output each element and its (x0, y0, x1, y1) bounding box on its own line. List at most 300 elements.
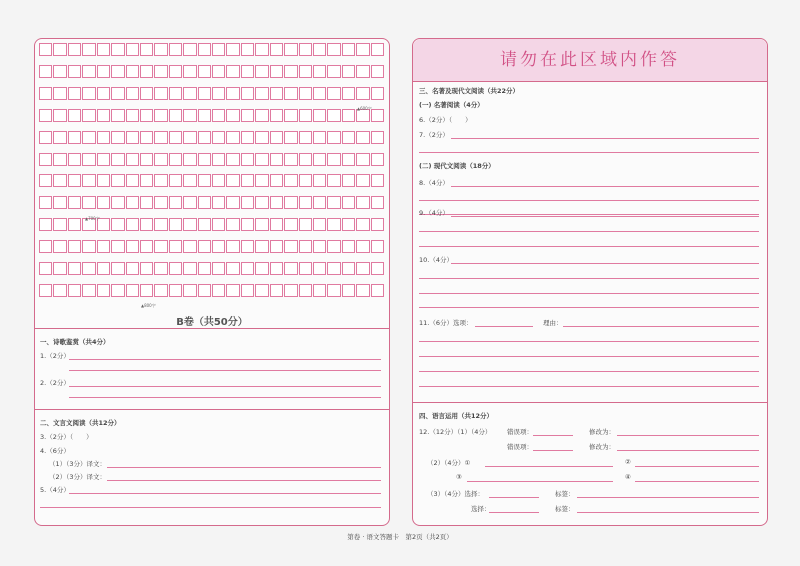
answer-line[interactable] (451, 263, 759, 264)
grid-cell[interactable] (313, 284, 326, 297)
grid-cell[interactable] (126, 218, 139, 231)
grid-cell[interactable] (198, 196, 211, 209)
grid-cell[interactable] (241, 240, 254, 253)
grid-cell[interactable] (154, 196, 167, 209)
grid-cell[interactable] (327, 174, 340, 187)
grid-cell[interactable] (183, 196, 196, 209)
answer-line[interactable] (635, 481, 759, 482)
grid-cell[interactable] (169, 174, 182, 187)
grid-cell[interactable] (53, 284, 66, 297)
grid-cell[interactable] (97, 284, 110, 297)
grid-cell[interactable] (342, 262, 355, 275)
grid-cell[interactable] (140, 87, 153, 100)
grid-cell[interactable] (154, 218, 167, 231)
grid-cell[interactable] (97, 196, 110, 209)
grid-cell[interactable] (284, 196, 297, 209)
answer-line[interactable] (107, 467, 381, 468)
answer-line[interactable] (451, 186, 759, 187)
grid-cell[interactable] (68, 153, 81, 166)
grid-cell[interactable] (154, 65, 167, 78)
grid-cell[interactable] (299, 65, 312, 78)
answer-line[interactable] (533, 435, 573, 436)
grid-cell[interactable] (327, 131, 340, 144)
answer-line[interactable] (69, 493, 381, 494)
answer-line[interactable] (617, 450, 759, 451)
grid-cell[interactable] (342, 131, 355, 144)
grid-cell[interactable] (53, 43, 66, 56)
grid-cell[interactable] (39, 196, 52, 209)
grid-cell[interactable] (212, 284, 225, 297)
grid-cell[interactable] (284, 240, 297, 253)
grid-cell[interactable] (53, 131, 66, 144)
grid-cell[interactable] (342, 87, 355, 100)
grid-cell[interactable] (241, 87, 254, 100)
grid-cell[interactable] (97, 240, 110, 253)
grid-cell[interactable] (226, 43, 239, 56)
grid-cell[interactable] (126, 153, 139, 166)
grid-cell[interactable] (68, 196, 81, 209)
grid-cell[interactable] (53, 153, 66, 166)
grid-cell[interactable] (154, 153, 167, 166)
grid-cell[interactable] (313, 109, 326, 122)
grid-cell[interactable] (39, 87, 52, 100)
grid-cell[interactable] (299, 87, 312, 100)
grid-cell[interactable] (140, 131, 153, 144)
grid-cell[interactable] (111, 262, 124, 275)
grid-cell[interactable] (356, 240, 369, 253)
grid-cell[interactable] (140, 240, 153, 253)
grid-cell[interactable] (39, 43, 52, 56)
grid-cell[interactable] (313, 131, 326, 144)
grid-cell[interactable] (212, 240, 225, 253)
grid-cell[interactable] (313, 196, 326, 209)
answer-line[interactable] (489, 512, 539, 513)
grid-cell[interactable] (140, 43, 153, 56)
grid-cell[interactable] (270, 153, 283, 166)
grid-cell[interactable] (198, 284, 211, 297)
grid-cell[interactable] (270, 218, 283, 231)
grid-cell[interactable] (241, 109, 254, 122)
grid-cell[interactable] (270, 196, 283, 209)
grid-cell[interactable] (183, 153, 196, 166)
grid-cell[interactable] (327, 43, 340, 56)
grid-cell[interactable] (111, 87, 124, 100)
grid-cell[interactable] (126, 131, 139, 144)
grid-cell[interactable] (82, 284, 95, 297)
grid-cell[interactable] (313, 174, 326, 187)
grid-cell[interactable] (327, 153, 340, 166)
grid-cell[interactable] (226, 196, 239, 209)
grid-cell[interactable] (241, 174, 254, 187)
grid-cell[interactable] (212, 174, 225, 187)
grid-cell[interactable] (169, 109, 182, 122)
answer-line[interactable] (577, 512, 759, 513)
grid-cell[interactable] (68, 174, 81, 187)
grid-cell[interactable] (53, 196, 66, 209)
answer-line[interactable] (419, 371, 759, 372)
grid-cell[interactable] (126, 87, 139, 100)
grid-cell[interactable] (212, 131, 225, 144)
answer-line[interactable] (419, 341, 759, 342)
grid-cell[interactable] (270, 109, 283, 122)
grid-cell[interactable] (371, 65, 384, 78)
grid-cell[interactable] (270, 284, 283, 297)
grid-cell[interactable] (68, 218, 81, 231)
grid-cell[interactable] (299, 240, 312, 253)
grid-cell[interactable] (169, 131, 182, 144)
grid-cell[interactable] (183, 284, 196, 297)
grid-cell[interactable] (183, 240, 196, 253)
grid-cell[interactable] (39, 174, 52, 187)
grid-cell[interactable] (212, 65, 225, 78)
grid-cell[interactable] (356, 87, 369, 100)
grid-cell[interactable] (284, 284, 297, 297)
grid-cell[interactable] (241, 131, 254, 144)
grid-cell[interactable] (111, 196, 124, 209)
answer-line[interactable] (107, 480, 381, 481)
grid-cell[interactable] (212, 153, 225, 166)
grid-cell[interactable] (198, 240, 211, 253)
answer-line[interactable] (563, 326, 759, 327)
grid-cell[interactable] (226, 218, 239, 231)
grid-cell[interactable] (154, 174, 167, 187)
answer-line[interactable] (635, 466, 759, 467)
answer-line[interactable] (533, 450, 573, 451)
grid-cell[interactable] (255, 65, 268, 78)
grid-cell[interactable] (299, 43, 312, 56)
grid-cell[interactable] (356, 43, 369, 56)
grid-cell[interactable] (270, 262, 283, 275)
grid-cell[interactable] (39, 284, 52, 297)
grid-cell[interactable] (255, 174, 268, 187)
grid-cell[interactable] (327, 284, 340, 297)
grid-cell[interactable] (226, 87, 239, 100)
grid-cell[interactable] (183, 131, 196, 144)
grid-cell[interactable] (68, 43, 81, 56)
answer-line[interactable] (69, 370, 381, 371)
grid-cell[interactable] (241, 65, 254, 78)
grid-cell[interactable] (255, 240, 268, 253)
grid-cell[interactable] (342, 65, 355, 78)
grid-cell[interactable] (241, 43, 254, 56)
answer-line[interactable] (419, 356, 759, 357)
grid-cell[interactable] (226, 131, 239, 144)
grid-cell[interactable] (111, 174, 124, 187)
grid-cell[interactable] (356, 153, 369, 166)
answer-line[interactable] (451, 138, 759, 139)
grid-cell[interactable] (313, 153, 326, 166)
grid-cell[interactable] (284, 218, 297, 231)
grid-cell[interactable] (97, 65, 110, 78)
grid-cell[interactable] (140, 109, 153, 122)
answer-line[interactable] (419, 152, 759, 153)
grid-cell[interactable] (68, 240, 81, 253)
grid-cell[interactable] (241, 284, 254, 297)
grid-cell[interactable] (327, 65, 340, 78)
grid-cell[interactable] (140, 174, 153, 187)
grid-cell[interactable] (270, 174, 283, 187)
grid-cell[interactable] (270, 131, 283, 144)
answer-line[interactable] (419, 307, 759, 308)
grid-cell[interactable] (212, 87, 225, 100)
grid-cell[interactable] (126, 174, 139, 187)
grid-cell[interactable] (327, 109, 340, 122)
grid-cell[interactable] (284, 43, 297, 56)
grid-cell[interactable] (371, 43, 384, 56)
grid-cell[interactable] (212, 262, 225, 275)
grid-cell[interactable] (154, 240, 167, 253)
grid-cell[interactable] (212, 196, 225, 209)
answer-line[interactable] (419, 246, 759, 247)
grid-cell[interactable] (313, 43, 326, 56)
answer-line[interactable] (69, 359, 381, 360)
grid-cell[interactable] (82, 87, 95, 100)
grid-cell[interactable] (255, 262, 268, 275)
grid-cell[interactable] (198, 218, 211, 231)
grid-cell[interactable] (169, 218, 182, 231)
grid-cell[interactable] (68, 65, 81, 78)
grid-cell[interactable] (53, 262, 66, 275)
grid-cell[interactable] (226, 240, 239, 253)
grid-cell[interactable] (126, 43, 139, 56)
grid-cell[interactable] (342, 43, 355, 56)
grid-cell[interactable] (169, 262, 182, 275)
grid-cell[interactable] (241, 196, 254, 209)
answer-line[interactable] (419, 200, 759, 201)
grid-cell[interactable] (140, 262, 153, 275)
grid-cell[interactable] (255, 153, 268, 166)
grid-cell[interactable] (126, 196, 139, 209)
grid-cell[interactable] (140, 153, 153, 166)
grid-cell[interactable] (53, 240, 66, 253)
grid-cell[interactable] (68, 131, 81, 144)
grid-cell[interactable] (371, 174, 384, 187)
grid-cell[interactable] (299, 284, 312, 297)
grid-cell[interactable] (183, 262, 196, 275)
grid-cell[interactable] (97, 153, 110, 166)
grid-cell[interactable] (169, 240, 182, 253)
answer-line[interactable] (419, 214, 759, 215)
grid-cell[interactable] (68, 284, 81, 297)
grid-cell[interactable] (82, 153, 95, 166)
grid-cell[interactable] (39, 109, 52, 122)
answer-line[interactable] (451, 216, 759, 217)
grid-cell[interactable] (356, 196, 369, 209)
grid-cell[interactable] (140, 284, 153, 297)
grid-cell[interactable] (356, 65, 369, 78)
grid-cell[interactable] (371, 109, 384, 122)
grid-cell[interactable] (97, 43, 110, 56)
grid-cell[interactable] (82, 109, 95, 122)
grid-cell[interactable] (299, 131, 312, 144)
grid-cell[interactable] (68, 87, 81, 100)
grid-cell[interactable] (39, 131, 52, 144)
grid-cell[interactable] (53, 65, 66, 78)
answer-line[interactable] (419, 231, 759, 232)
grid-cell[interactable] (198, 131, 211, 144)
answer-line[interactable] (419, 278, 759, 279)
answer-line[interactable] (617, 435, 759, 436)
grid-cell[interactable] (226, 284, 239, 297)
grid-cell[interactable] (183, 109, 196, 122)
grid-cell[interactable] (39, 153, 52, 166)
grid-cell[interactable] (39, 240, 52, 253)
grid-cell[interactable] (111, 284, 124, 297)
grid-cell[interactable] (82, 196, 95, 209)
grid-cell[interactable] (97, 131, 110, 144)
grid-cell[interactable] (111, 240, 124, 253)
grid-cell[interactable] (68, 109, 81, 122)
grid-cell[interactable] (111, 65, 124, 78)
grid-cell[interactable] (198, 174, 211, 187)
grid-cell[interactable] (255, 196, 268, 209)
grid-cell[interactable] (284, 65, 297, 78)
grid-cell[interactable] (111, 43, 124, 56)
grid-cell[interactable] (284, 87, 297, 100)
grid-cell[interactable] (53, 109, 66, 122)
grid-cell[interactable] (313, 240, 326, 253)
grid-cell[interactable] (82, 240, 95, 253)
grid-cell[interactable] (342, 284, 355, 297)
grid-cell[interactable] (183, 174, 196, 187)
grid-cell[interactable] (313, 87, 326, 100)
grid-cell[interactable] (97, 87, 110, 100)
grid-cell[interactable] (226, 109, 239, 122)
grid-cell[interactable] (183, 87, 196, 100)
grid-cell[interactable] (140, 65, 153, 78)
grid-cell[interactable] (270, 240, 283, 253)
grid-cell[interactable] (68, 262, 81, 275)
grid-cell[interactable] (154, 87, 167, 100)
grid-cell[interactable] (371, 240, 384, 253)
grid-cell[interactable] (342, 218, 355, 231)
grid-cell[interactable] (299, 196, 312, 209)
grid-cell[interactable] (126, 240, 139, 253)
grid-cell[interactable] (284, 174, 297, 187)
answer-line[interactable] (69, 386, 381, 387)
grid-cell[interactable] (97, 262, 110, 275)
grid-cell[interactable] (371, 284, 384, 297)
grid-cell[interactable] (212, 43, 225, 56)
grid-cell[interactable] (327, 196, 340, 209)
answer-line[interactable] (40, 507, 381, 508)
grid-cell[interactable] (53, 174, 66, 187)
grid-cell[interactable] (154, 109, 167, 122)
grid-cell[interactable] (371, 218, 384, 231)
grid-cell[interactable] (226, 262, 239, 275)
grid-cell[interactable] (299, 218, 312, 231)
grid-cell[interactable] (299, 262, 312, 275)
grid-cell[interactable] (82, 262, 95, 275)
grid-cell[interactable] (371, 196, 384, 209)
grid-cell[interactable] (241, 153, 254, 166)
grid-cell[interactable] (356, 284, 369, 297)
grid-cell[interactable] (169, 284, 182, 297)
grid-cell[interactable] (270, 43, 283, 56)
grid-cell[interactable] (39, 218, 52, 231)
grid-cell[interactable] (126, 284, 139, 297)
grid-cell[interactable] (313, 65, 326, 78)
grid-cell[interactable] (284, 262, 297, 275)
grid-cell[interactable] (255, 131, 268, 144)
answer-line[interactable] (485, 466, 613, 467)
answer-line[interactable] (489, 497, 539, 498)
grid-cell[interactable] (284, 109, 297, 122)
grid-cell[interactable] (371, 87, 384, 100)
choice-line[interactable] (475, 326, 533, 327)
grid-cell[interactable] (198, 262, 211, 275)
answer-line[interactable] (577, 497, 759, 498)
grid-cell[interactable] (371, 131, 384, 144)
grid-cell[interactable] (82, 131, 95, 144)
grid-cell[interactable] (140, 196, 153, 209)
grid-cell[interactable] (255, 43, 268, 56)
grid-cell[interactable] (212, 109, 225, 122)
grid-cell[interactable] (270, 65, 283, 78)
grid-cell[interactable] (169, 196, 182, 209)
grid-cell[interactable] (53, 87, 66, 100)
grid-cell[interactable] (356, 131, 369, 144)
grid-cell[interactable] (255, 218, 268, 231)
grid-cell[interactable] (82, 43, 95, 56)
grid-cell[interactable] (371, 262, 384, 275)
grid-cell[interactable] (241, 262, 254, 275)
grid-cell[interactable] (154, 131, 167, 144)
grid-cell[interactable] (53, 218, 66, 231)
grid-cell[interactable] (169, 153, 182, 166)
grid-cell[interactable] (183, 43, 196, 56)
grid-cell[interactable] (39, 65, 52, 78)
grid-cell[interactable] (356, 174, 369, 187)
grid-cell[interactable] (255, 87, 268, 100)
answer-line[interactable] (69, 397, 381, 398)
grid-cell[interactable] (111, 218, 124, 231)
grid-cell[interactable] (154, 262, 167, 275)
grid-cell[interactable] (313, 218, 326, 231)
grid-cell[interactable] (39, 262, 52, 275)
grid-cell[interactable] (111, 153, 124, 166)
grid-cell[interactable] (327, 87, 340, 100)
grid-cell[interactable] (198, 153, 211, 166)
grid-cell[interactable] (327, 218, 340, 231)
grid-cell[interactable] (299, 109, 312, 122)
grid-cell[interactable] (198, 87, 211, 100)
grid-cell[interactable] (183, 65, 196, 78)
grid-cell[interactable] (154, 284, 167, 297)
answer-line[interactable] (467, 481, 613, 482)
grid-cell[interactable] (97, 174, 110, 187)
grid-cell[interactable] (198, 109, 211, 122)
grid-cell[interactable] (198, 65, 211, 78)
grid-cell[interactable] (241, 218, 254, 231)
grid-cell[interactable] (226, 65, 239, 78)
grid-cell[interactable] (371, 153, 384, 166)
answer-line[interactable] (419, 386, 759, 387)
grid-cell[interactable] (284, 153, 297, 166)
composition-grid[interactable] (39, 43, 385, 305)
grid-cell[interactable] (356, 262, 369, 275)
grid-cell[interactable] (313, 262, 326, 275)
grid-cell[interactable] (342, 174, 355, 187)
grid-cell[interactable] (169, 87, 182, 100)
grid-cell[interactable] (299, 174, 312, 187)
grid-cell[interactable] (342, 153, 355, 166)
grid-cell[interactable] (97, 109, 110, 122)
grid-cell[interactable] (342, 240, 355, 253)
grid-cell[interactable] (342, 109, 355, 122)
grid-cell[interactable] (299, 153, 312, 166)
grid-cell[interactable] (255, 284, 268, 297)
